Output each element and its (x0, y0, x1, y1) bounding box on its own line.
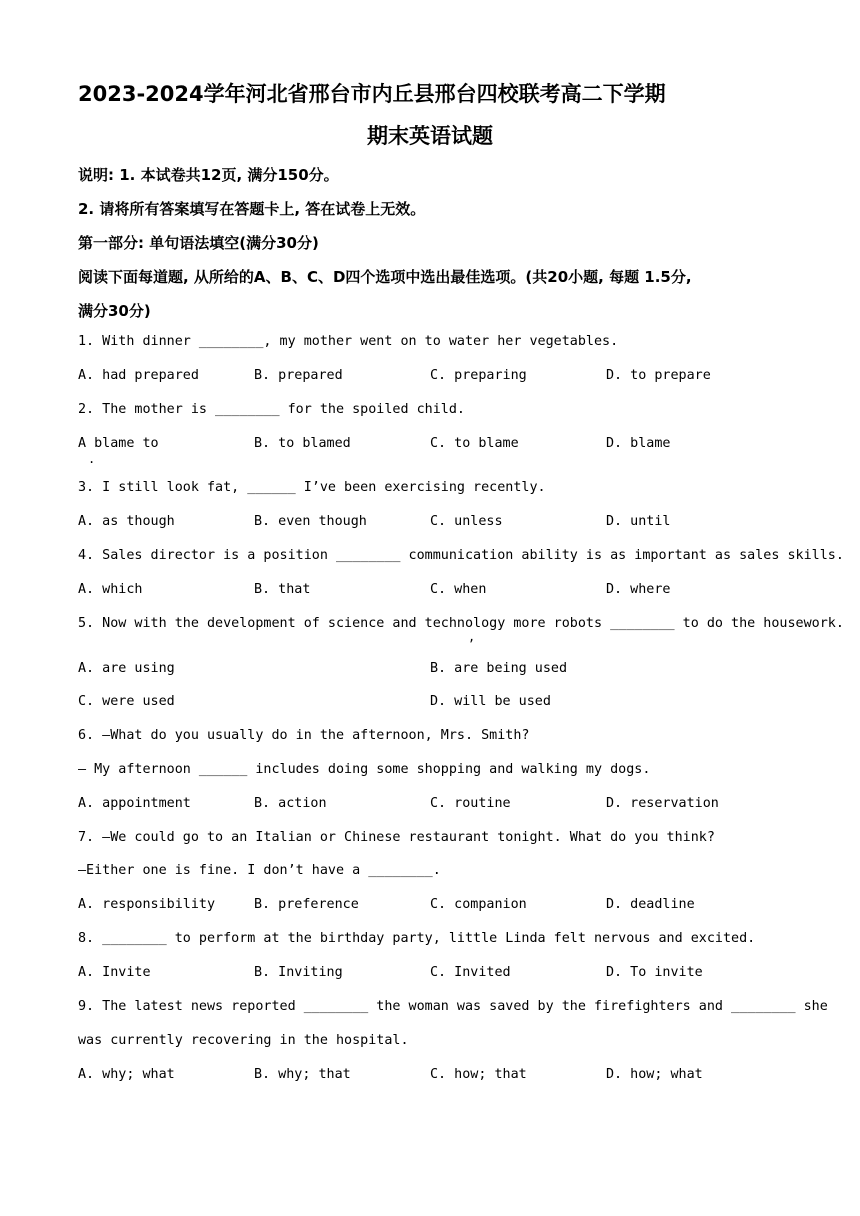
question-9-option-a: A. why; what (78, 1067, 175, 1082)
question-8-option-d: D. To invite (606, 965, 703, 980)
question-5-option-b: B. are being used (430, 661, 568, 676)
exam-title-line1: 2023-2024学年河北省邢台市内丘县邢台四校联考高二下学期 (78, 82, 666, 106)
question-2-option-a: A blame to (78, 436, 159, 451)
question-1-option-a: A. had prepared (78, 368, 199, 383)
question-6-option-c: C. routine (430, 796, 511, 811)
question-2-option-b: B. to blamed (254, 436, 351, 451)
question-9-option-c: C. how; that (430, 1067, 527, 1082)
question-3-option-a: A. as though (78, 514, 175, 529)
note-1: 说明: 1. 本试卷共12页, 满分150分。 (78, 166, 339, 184)
question-5-option-d: D. will be used (430, 694, 551, 709)
question-3-option-b: B. even though (254, 514, 367, 529)
question-1-stem: 1. With dinner ________, my mother went on to water her vegetables. (78, 334, 619, 349)
question-4-option-d: D. where (606, 582, 671, 597)
stray-comma-mark: , (468, 630, 476, 644)
directions-line-2: 满分30分) (78, 302, 151, 320)
question-7-stem-reply: —Either one is fine. I don’t have a ________. (78, 863, 441, 878)
question-7-stem: 7. —We could go to an Italian or Chinese restaurant tonight. What do you think? (78, 830, 715, 845)
question-7-option-b: B. preference (254, 897, 359, 912)
question-9-stem: 9. The latest news reported ________ the woman was saved by the firefighters and ________ she (78, 999, 828, 1014)
part-one-heading: 第一部分: 单句语法填空(满分30分) (78, 234, 319, 252)
question-2-stem: 2. The mother is ________ for the spoiled child. (78, 402, 465, 417)
question-8-option-c: C. Invited (430, 965, 511, 980)
question-2-option-d: D. blame (606, 436, 671, 451)
question-5-stem: 5. Now with the development of science and technology more robots ________ to do the housework. (78, 616, 844, 631)
question-8-stem: 8. ________ to perform at the birthday party, little Linda felt nervous and excited. (78, 931, 756, 946)
question-9-option-b: B. why; that (254, 1067, 351, 1082)
question-4-stem: 4. Sales director is a position ________ communication ability is as important as sales skills. (78, 548, 844, 563)
question-2-option-c: C. to blame (430, 436, 519, 451)
question-5-option-c: C. were used (78, 694, 175, 709)
stray-dot-mark: . (88, 452, 96, 466)
question-7-option-a: A. responsibility (78, 897, 216, 912)
question-5-option-a: A. are using (78, 661, 175, 676)
question-6-stem: 6. —What do you usually do in the afternoon, Mrs. Smith? (78, 728, 530, 743)
exam-title-line2-text: 期末英语试题 (367, 124, 493, 148)
question-1-option-b: B. prepared (254, 368, 343, 383)
directions-line-1: 阅读下面每道题, 从所给的A、B、C、D四个选项中选出最佳选项。(共20小题, 每题 1.5分, (78, 268, 692, 286)
question-3-option-c: C. unless (430, 514, 503, 529)
question-8-option-b: B. Inviting (254, 965, 343, 980)
exam-title-line2 (0, 120, 860, 150)
question-6-option-d: D. reservation (606, 796, 719, 811)
question-6-stem-reply: — My afternoon ______ includes doing some shopping and walking my dogs. (78, 762, 651, 777)
question-9-option-d: D. how; what (606, 1067, 703, 1082)
question-6-option-a: A. appointment (78, 796, 191, 811)
question-3-stem: 3. I still look fat, ______ I’ve been exercising recently. (78, 480, 546, 495)
question-1-option-c: C. preparing (430, 368, 527, 383)
question-4-option-c: C. when (430, 582, 487, 597)
question-8-option-a: A. Invite (78, 965, 151, 980)
note-2: 2. 请将所有答案填写在答题卡上, 答在试卷上无效。 (78, 200, 426, 218)
question-4-option-a: A. which (78, 582, 143, 597)
question-7-option-c: C. companion (430, 897, 527, 912)
question-6-option-b: B. action (254, 796, 327, 811)
question-9-stem-continued: was currently recovering in the hospital. (78, 1033, 409, 1048)
question-3-option-d: D. until (606, 514, 671, 529)
question-4-option-b: B. that (254, 582, 311, 597)
question-7-option-d: D. deadline (606, 897, 695, 912)
question-1-option-d: D. to prepare (606, 368, 711, 383)
